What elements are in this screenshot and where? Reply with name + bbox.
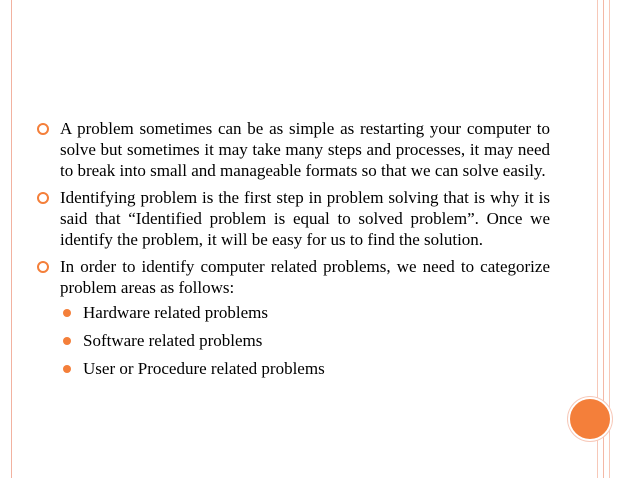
bullet-item — [37, 256, 550, 298]
right-border-line-3 — [609, 0, 610, 478]
sub-bullet-text: Hardware related problems — [83, 303, 269, 322]
dot-bullet-icon — [63, 309, 71, 317]
bullet-text: Identifying problem is the first step in problem solving that is why it is said that “Identified problem is equal to solved problem”. Once we identify the problem, it will be easy for us to find the solution. — [60, 188, 550, 249]
ring-bullet-icon — [37, 192, 49, 204]
ring-bullet-icon — [37, 123, 49, 135]
sub-bullet-list — [37, 302, 550, 379]
sub-bullet-text: User or Procedure related problems — [83, 359, 325, 378]
bullet-item — [37, 187, 550, 250]
dot-bullet-icon — [63, 337, 71, 345]
dot-bullet-icon — [63, 365, 71, 373]
sub-bullet-item — [37, 302, 550, 323]
accent-circle — [568, 397, 612, 441]
bullet-item — [37, 118, 550, 181]
bullet-text: In order to identify computer related problems, we need to categorize problem areas as follows: — [60, 257, 550, 297]
slide-content — [37, 118, 550, 386]
ring-bullet-icon — [37, 261, 49, 273]
sub-bullet-item — [37, 358, 550, 379]
bullet-text: A problem sometimes can be as simple as restarting your computer to solve but sometimes it may take many steps and processes, it may need to break into small and manageable formats so that we can solve easily. — [60, 119, 550, 180]
sub-bullet-item — [37, 330, 550, 351]
left-border-line — [11, 0, 12, 478]
sub-bullet-text: Software related problems — [83, 331, 263, 350]
